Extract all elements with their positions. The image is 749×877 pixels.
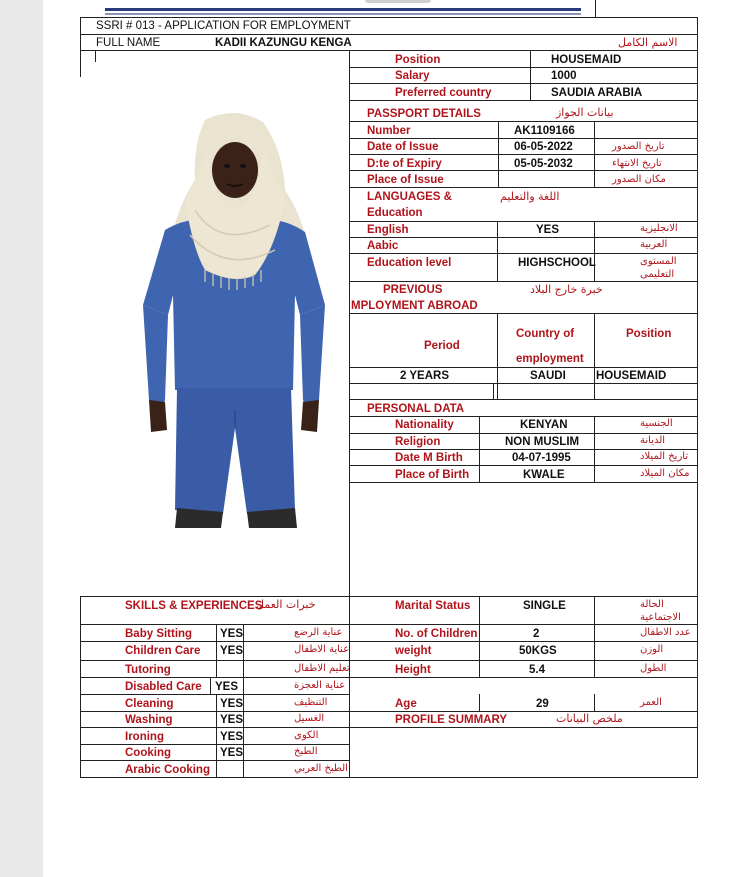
arabic-label: Aabic	[367, 240, 399, 252]
skill-ar: عناية الرضع	[294, 627, 343, 638]
position-label: Position	[395, 54, 441, 66]
issue-date-ar: تاريخ الصدور	[612, 141, 665, 152]
skill-ar: عناية الاطفال	[294, 644, 350, 655]
header-banner-underline	[105, 13, 581, 15]
skill-label: Cleaning	[125, 698, 174, 710]
preferred-country-value: SAUDIA ARABIA	[551, 87, 643, 99]
profile-summary-label: PROFILE SUMMARY	[395, 714, 508, 726]
education-level-label: Education level	[367, 257, 452, 269]
marital-status-value: SINGLE	[523, 600, 566, 612]
nationality-label: Nationality	[395, 419, 454, 431]
expiry-date-value: 05-05-2032	[514, 158, 573, 170]
col-position: Position	[626, 328, 672, 340]
skill-ar: الطبخ العربي	[294, 763, 348, 774]
skill-ar: الكوى	[294, 730, 319, 741]
english-value: YES	[536, 224, 560, 236]
skill-value: YES	[220, 747, 244, 759]
arabic-ar: العربية	[640, 239, 668, 250]
place-of-issue-label: Place of Issue	[367, 174, 444, 186]
skill-ar: تعليم الاطفال	[294, 663, 350, 674]
previous-heading: PREVIOUS	[383, 284, 443, 296]
weight-value: 50KGS	[519, 645, 557, 657]
education-level-ar-2: التعليمى	[640, 269, 675, 280]
skill-value: YES	[220, 645, 244, 657]
header-banner	[105, 8, 581, 11]
skill-value: YES	[220, 628, 244, 640]
height-label: Height	[395, 664, 431, 676]
age-value: 29	[536, 698, 549, 710]
nationality-ar: الجنسية	[640, 418, 673, 429]
languages-heading: LANGUAGES &	[367, 191, 452, 203]
skill-label: Washing	[125, 714, 173, 726]
prev-period-value: 2 YEARS	[400, 370, 450, 382]
place-of-issue-ar: مكان الصدور	[612, 174, 666, 185]
skill-label: Disabled Care	[125, 681, 202, 693]
religion-ar: الديانة	[640, 435, 666, 446]
height-value: 5.4	[529, 664, 545, 676]
salary-value: 1000	[551, 70, 577, 82]
skill-ar: التنظيف	[294, 697, 328, 708]
profile-summary-ar: ملخص البيانات	[556, 712, 623, 725]
full-name-ar: الاسم الكامل	[618, 36, 678, 49]
prev-country-value: SAUDI	[530, 370, 566, 382]
children-label: No. of Children	[395, 628, 478, 640]
issue-date-label: Date of Issue	[367, 141, 439, 153]
languages-heading-ar: اللغة والتعليم	[500, 190, 560, 203]
position-value: HOUSEMAID	[551, 54, 622, 66]
dob-ar: تاريخ الميلاد	[640, 451, 689, 462]
children-ar: عدد الاطفال	[640, 627, 691, 638]
skill-label: Children Care	[125, 645, 201, 657]
skill-label: Cooking	[125, 747, 171, 759]
skill-ar: الغسيل	[294, 713, 325, 724]
pob-label: Place of Birth	[395, 469, 470, 481]
applicant-photo	[135, 110, 331, 528]
skills-heading: SKILLS & EXPERIENCES	[125, 600, 263, 612]
skills-heading-ar: خبرات العمل	[256, 598, 316, 611]
education-level-ar-1: المستوى	[640, 256, 677, 267]
passport-number-value: AK1109166	[514, 125, 575, 137]
previous-heading-2: MPLOYMENT ABROAD	[351, 300, 478, 312]
previous-heading-ar: خبرة خارج البلاد	[530, 283, 603, 296]
skill-label: Tutoring	[125, 664, 171, 676]
expiry-date-ar: تاريخ الانتهاء	[612, 158, 662, 169]
skill-value: YES	[215, 681, 239, 693]
weight-label: weight	[395, 645, 432, 657]
full-name-value: KADII KAZUNGU KENGA	[215, 37, 352, 49]
age-ar: العمر	[640, 697, 662, 708]
marital-status-ar-1: الحالة	[640, 599, 664, 610]
children-value: 2	[533, 628, 540, 640]
scroll-nub	[365, 0, 431, 3]
skill-label: Arabic Cooking	[125, 764, 210, 776]
personal-heading: PERSONAL DATA	[367, 403, 465, 415]
skill-ar: الطبخ	[294, 746, 318, 757]
nationality-value: KENYAN	[520, 419, 568, 431]
pob-value: KWALE	[523, 469, 565, 481]
skill-value: YES	[220, 698, 244, 710]
full-name-label: FULL NAME	[96, 37, 161, 49]
marital-status-ar-2: الاجتماعية	[640, 612, 681, 623]
height-ar: الطول	[640, 663, 667, 674]
languages-heading-2: Education	[367, 207, 423, 219]
prev-position-value: HOUSEMAID	[596, 370, 667, 382]
pob-ar: مكان الميلاد	[640, 468, 690, 479]
salary-label: Salary	[395, 70, 430, 82]
issue-date-value: 06-05-2022	[514, 141, 573, 153]
skill-label: Baby Sitting	[125, 628, 193, 640]
form-title: SSRI # 013 - APPLICATION FOR EMPLOYMENT	[96, 20, 351, 32]
skill-value: YES	[220, 731, 244, 743]
skill-ar: عناية العجزة	[294, 680, 346, 691]
passport-heading: PASSPORT DETAILS	[367, 108, 481, 120]
english-ar: الانجليزية	[640, 223, 678, 234]
col-period: Period	[424, 340, 460, 352]
passport-heading-ar: بيانات الجواز	[556, 106, 614, 119]
skill-value: YES	[220, 714, 244, 726]
religion-value: NON MUSLIM	[505, 436, 580, 448]
education-level-value: HIGHSCHOOL	[518, 257, 596, 269]
passport-number-label: Number	[367, 125, 411, 137]
weight-ar: الوزن	[640, 644, 664, 655]
english-label: English	[367, 224, 409, 236]
col-country: Country of	[516, 328, 575, 340]
marital-status-label: Marital Status	[395, 600, 471, 612]
skill-label: Ironing	[125, 731, 164, 743]
age-label: Age	[395, 698, 417, 710]
preferred-country-label: Preferred country	[395, 87, 492, 99]
dob-label: Date M Birth	[395, 452, 463, 464]
expiry-date-label: D:te of Expiry	[367, 158, 442, 170]
dob-value: 04-07-1995	[512, 452, 571, 464]
religion-label: Religion	[395, 436, 441, 448]
col-country-2: employment	[516, 353, 584, 365]
